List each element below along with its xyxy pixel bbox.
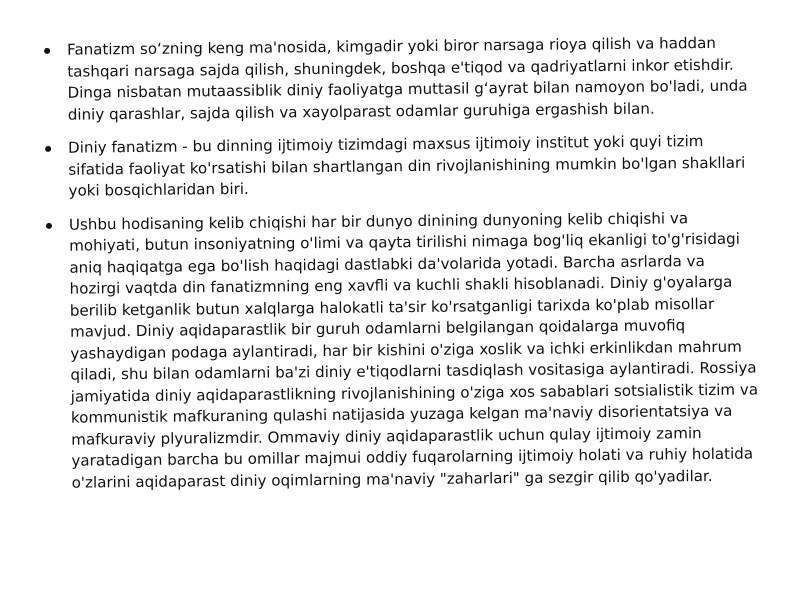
bullet-text-1: Fanatizm so‘zning keng ma'nosida, kimgadir yoki biror narsaga rioya qilish va haddan tashqari narsaga sajda qilish, shuningdek, boshqa e'tiqod va qadriyatlarni inkor etishdir. Dinga nisbatan mutaassiblik diniy faoliyatga muttasil g‘ayrat bilan namoyon bo'ladi, unda diniy qarashlar, sajda qilish va xayolparast odamlar guruhiga ergashish bilan. <box>67 33 748 124</box>
bullet-item-1 <box>40 33 757 126</box>
bullet-item-3 <box>42 207 761 494</box>
bullet-text-2: Diniy fanatizm - bu dinning ijtimoiy tizimdagi maxsus ijtimoiy institut yoki quyi tizim sifatida faoliyat ko'rsatishi bilan shartlangan din rivojlanishining mumkin bo'lgan shakllari yoki bosqichlaridan biri. <box>68 132 746 200</box>
bullet-dot-icon <box>44 48 50 54</box>
bullet-dot-icon <box>45 146 51 152</box>
bullet-text-3: Ushbu hodisaning kelib chiqishi har bir dunyo dinining dunyoning kelib chiqishi va mohiyati, butun insoniyatning o'limi va qayta tirilishi nimaga bog'liq ekanligi to'g'risidagi aniq haqiqatga ega bo'lish haqidagi dastlabki da'volarida yotadi. Barcha asrlarda va hozirgi vaqtda din fanatizmning eng xavfli va kuchli shakli hisoblanadi. Diniy g'oyalarga berilib ketganlik butun xalqlarga halokatli ta'sir ko'rsatganligi tarixda ko'plab misollar mavjud. Diniy aqidaparastlik bir guruh odamlarni belgilangan qoidalarga muvofiq yashaydigan podaga aylantiradi, har bir kishini o'ziga xoslik va ichki erkinlikdan mahrum qiladi, shu bilan odamlarni ba'zi diniy e'tiqodlarni tasdiqlash vositasiga aylantiradi. Rossiya jamiyatida diniy aqidaparastlikning rivojlanishining o'ziga xos sabablari sotsialistik tizim va kommunistik mafkuraning qulashi natijasida yuzaga kelgan ma'naviy disorientatsiya va mafkuraviy plyuralizmdir. Ommaviy diniy aqidaparastlik uchun qulay ijtimoiy zamin yaratadigan barcha bu omillar majmui oddiy fuqarolarning ijtimoiy holati va ruhiy holatida o'zlarini aqidaparast diniy oqimlarning ma'naviy "zaharlari" ga sezgir qilib qo'yadilar. <box>68 208 759 492</box>
bullet-list <box>40 33 761 494</box>
bullet-text-block <box>40 33 761 506</box>
bullet-dot-icon <box>46 222 52 228</box>
bullet-item-2 <box>41 130 758 202</box>
